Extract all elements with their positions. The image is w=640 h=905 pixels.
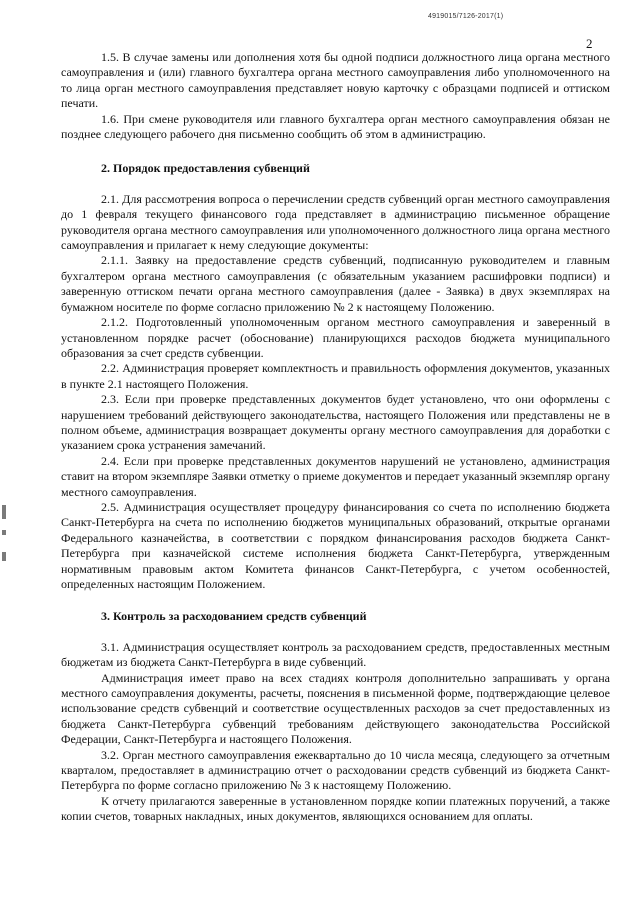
scan-artifact: [2, 552, 6, 561]
paragraph-2-1-2: 2.1.2. Подготовленный уполномоченным органом местного самоуправления и заверенный в установленном порядке расчет (обоснование) планирующихся расходов бюджета муниципального образования за счет средств субвенции.: [61, 315, 610, 360]
page-number: 2: [586, 36, 593, 51]
paragraph-3-2: 3.2. Орган местного самоуправления ежеквартально до 10 числа месяца, следующего за отчетным кварталом, предоставляет в администрацию отчет о расходовании средств субвенций из бюджета Санкт-Петербурга по форме согласно приложению № 3 к настоящему Положению.: [61, 747, 610, 793]
document-number: 4919015/7126-2017(1): [428, 13, 504, 20]
paragraph-1-6: 1.6. При смене руководителя или главного бухгалтера орган местного самоуправления обязан не позднее следующего рабочего дня письменно сообщить об этом в администрацию.: [61, 111, 610, 142]
paragraph-3-2-attachments: К отчету прилагаются заверенные в установленном порядке копии платежных поручений, а также копии счетов, товарных накладных, иных документов, являющихся основанием для оплаты.: [61, 793, 610, 824]
section-2-heading: 2. Порядок предоставления субвенций: [101, 161, 310, 176]
scan-artifact: [2, 530, 6, 535]
paragraph-2-3: 2.3. Если при проверке представленных документов будет установлено, что они оформлены с нарушением требований действующего законодательства, настоящего Положения или представлены не в полном объеме, администрация возвращает документы органу местного самоуправления для доработки с указанием срока устранения замечаний.: [61, 392, 610, 453]
paragraph-2-5: 2.5. Администрация осуществляет процедуру финансирования со счета по исполнению бюджета Санкт-Петербурга на счета по исполнению бюджетов муниципальных образований, открытые органами Федерального казначейства, в соответствии с порядком финансирования расходов бюджета Санкт-Петербурга при казначейской системе исполнения бюджета Санкт-Петербурга, утвержденным нормативным правовым актом Комитета финансов Санкт-Петербурга, с учетом особенностей, определенных настоящим Положением.: [61, 499, 610, 591]
paragraph-2-1-1: 2.1.1. Заявку на предоставление средств субвенций, подписанную руководителем и главным бухгалтером органа местного самоуправления (с обязательным указанием расшифровки подписи) и заверенную оттиском печати органа местного самоуправления (далее - Заявка) в двух экземплярах на бумажном носителе по форме согласно приложению № 2 к настоящему Положению.: [61, 253, 610, 314]
paragraph-2-2: 2.2. Администрация проверяет комплектность и правильность оформления документов, указанных в пункте 2.1 настоящего Положения.: [61, 361, 610, 391]
section-3-heading: 3. Контроль за расходованием средств субвенций: [101, 609, 367, 624]
document-body: [61, 50, 610, 825]
paragraph-1-5: 1.5. В случае замены или дополнения хотя бы одной подписи должностного лица органа местного самоуправления и (или) главного бухгалтера органа местного самоуправления либо уполномоченного на то лица орган местного самоуправления представляет новую карточку с образцами подписей и оттиском печати.: [61, 50, 610, 111]
paragraph-2-4: 2.4. Если при проверке представленных документов нарушений не установлено, администрация ставит на втором экземпляре Заявки отметку о приеме документов и передает указанный экземпляр органу местного самоуправления.: [61, 453, 610, 499]
scan-artifact: [2, 505, 6, 519]
paragraph-3-1-rights: Администрация имеет право на всех стадиях контроля дополнительно запрашивать у органа местного самоуправления документы, расчеты, пояснения в письменной форме, подтверждающие целевое использование средств субвенций и соответствие осуществленных расходов за счет предоставленных из бюджета Санкт-Петербурга субвенций требованиям действующего законодательства Российской Федерации, Санкт-Петербурга и настоящего Положения.: [61, 670, 610, 747]
paragraph-3-1: 3.1. Администрация осуществляет контроль за расходованием средств, предоставленных местным бюджетам из бюджета Санкт-Петербурга в виде субвенций.: [61, 639, 610, 670]
paragraph-2-1: 2.1. Для рассмотрения вопроса о перечислении средств субвенций орган местного самоуправления до 1 февраля текущего финансового года представляет в администрацию письменное обращение руководителя органа местного самоуправления или уполномоченного должностного лица органа местного самоуправления и прилагает к нему следующие документы:: [61, 191, 610, 253]
